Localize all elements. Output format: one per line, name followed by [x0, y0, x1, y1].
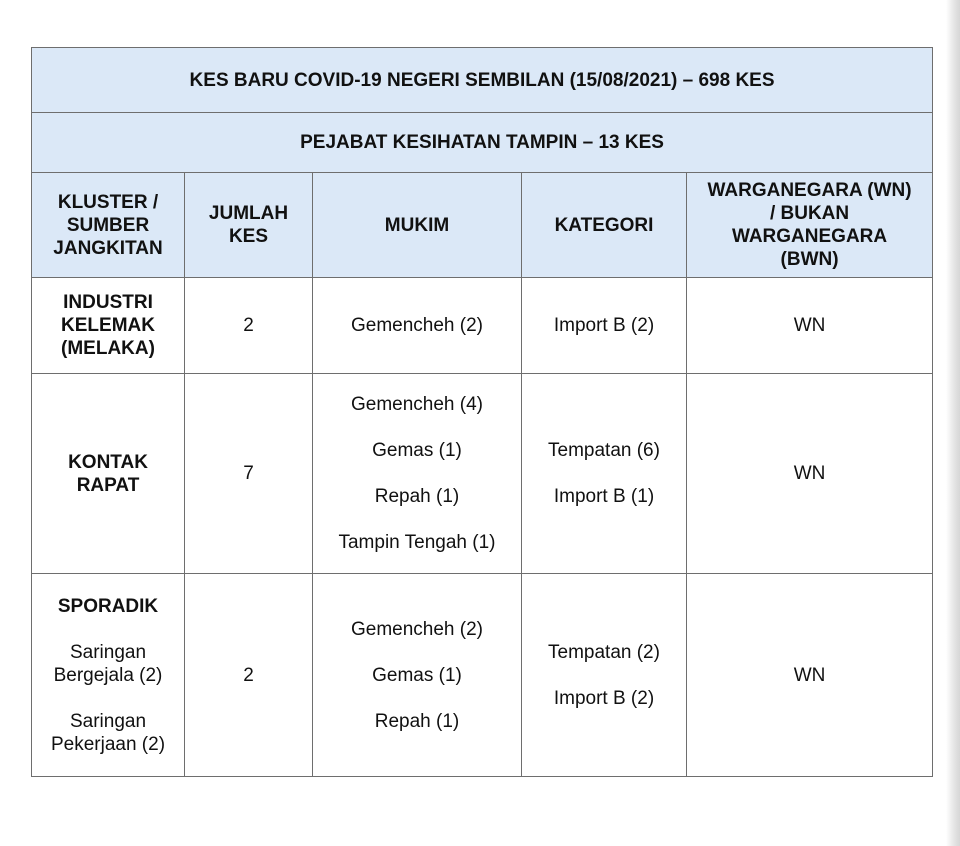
cell-jumlah: 2 — [185, 278, 313, 374]
table-title: KES BARU COVID-19 NEGERI SEMBILAN (15/08/2021) – 698 KES — [32, 48, 933, 113]
covid-cases-table — [31, 47, 933, 777]
sporadik-sub-bergejala: Saringan Bergejala (2) — [53, 641, 163, 686]
table-row — [32, 574, 933, 777]
cell-kategori: Tempatan (2) Import B (2) — [522, 574, 687, 777]
header-row — [32, 173, 933, 278]
sporadik-title: SPORADIK — [57, 595, 159, 617]
cell-wn: WN — [687, 278, 933, 374]
header-warganegara: WARGANEGARA (WN) / BUKAN WARGANEGARA (BWN) — [687, 173, 933, 278]
page-edge-shadow — [946, 0, 960, 846]
table-title-row — [32, 48, 933, 113]
table-subtitle: PEJABAT KESIHATAN TAMPIN – 13 KES — [32, 113, 933, 173]
cell-kategori: Import B (2) — [522, 278, 687, 374]
header-kategori: KATEGORI — [522, 173, 687, 278]
cell-mukim: Gemencheh (2) — [313, 278, 522, 374]
cell-jumlah: 7 — [185, 374, 313, 574]
cell-kategori: Tempatan (6) Import B (1) — [522, 374, 687, 574]
header-mukim: MUKIM — [313, 173, 522, 278]
cell-jumlah: 2 — [185, 574, 313, 777]
cell-kluster: KONTAK RAPAT — [32, 374, 185, 574]
header-jumlah: JUMLAH KES — [185, 173, 313, 278]
cell-wn: WN — [687, 374, 933, 574]
cell-mukim: Gemencheh (4) Gemas (1) Repah (1) Tampin Tengah (1) — [313, 374, 522, 574]
cell-kluster: INDUSTRI KELEMAK (MELAKA) — [32, 278, 185, 374]
table-row — [32, 278, 933, 374]
cell-wn: WN — [687, 574, 933, 777]
cell-kluster — [32, 574, 185, 777]
cell-mukim: Gemencheh (2) Gemas (1) Repah (1) — [313, 574, 522, 777]
sporadik-sub-pekerjaan: Saringan Pekerjaan (2) — [50, 710, 166, 755]
table-subtitle-row — [32, 113, 933, 173]
table-row — [32, 374, 933, 574]
header-kluster: KLUSTER / SUMBER JANGKITAN — [32, 173, 185, 278]
